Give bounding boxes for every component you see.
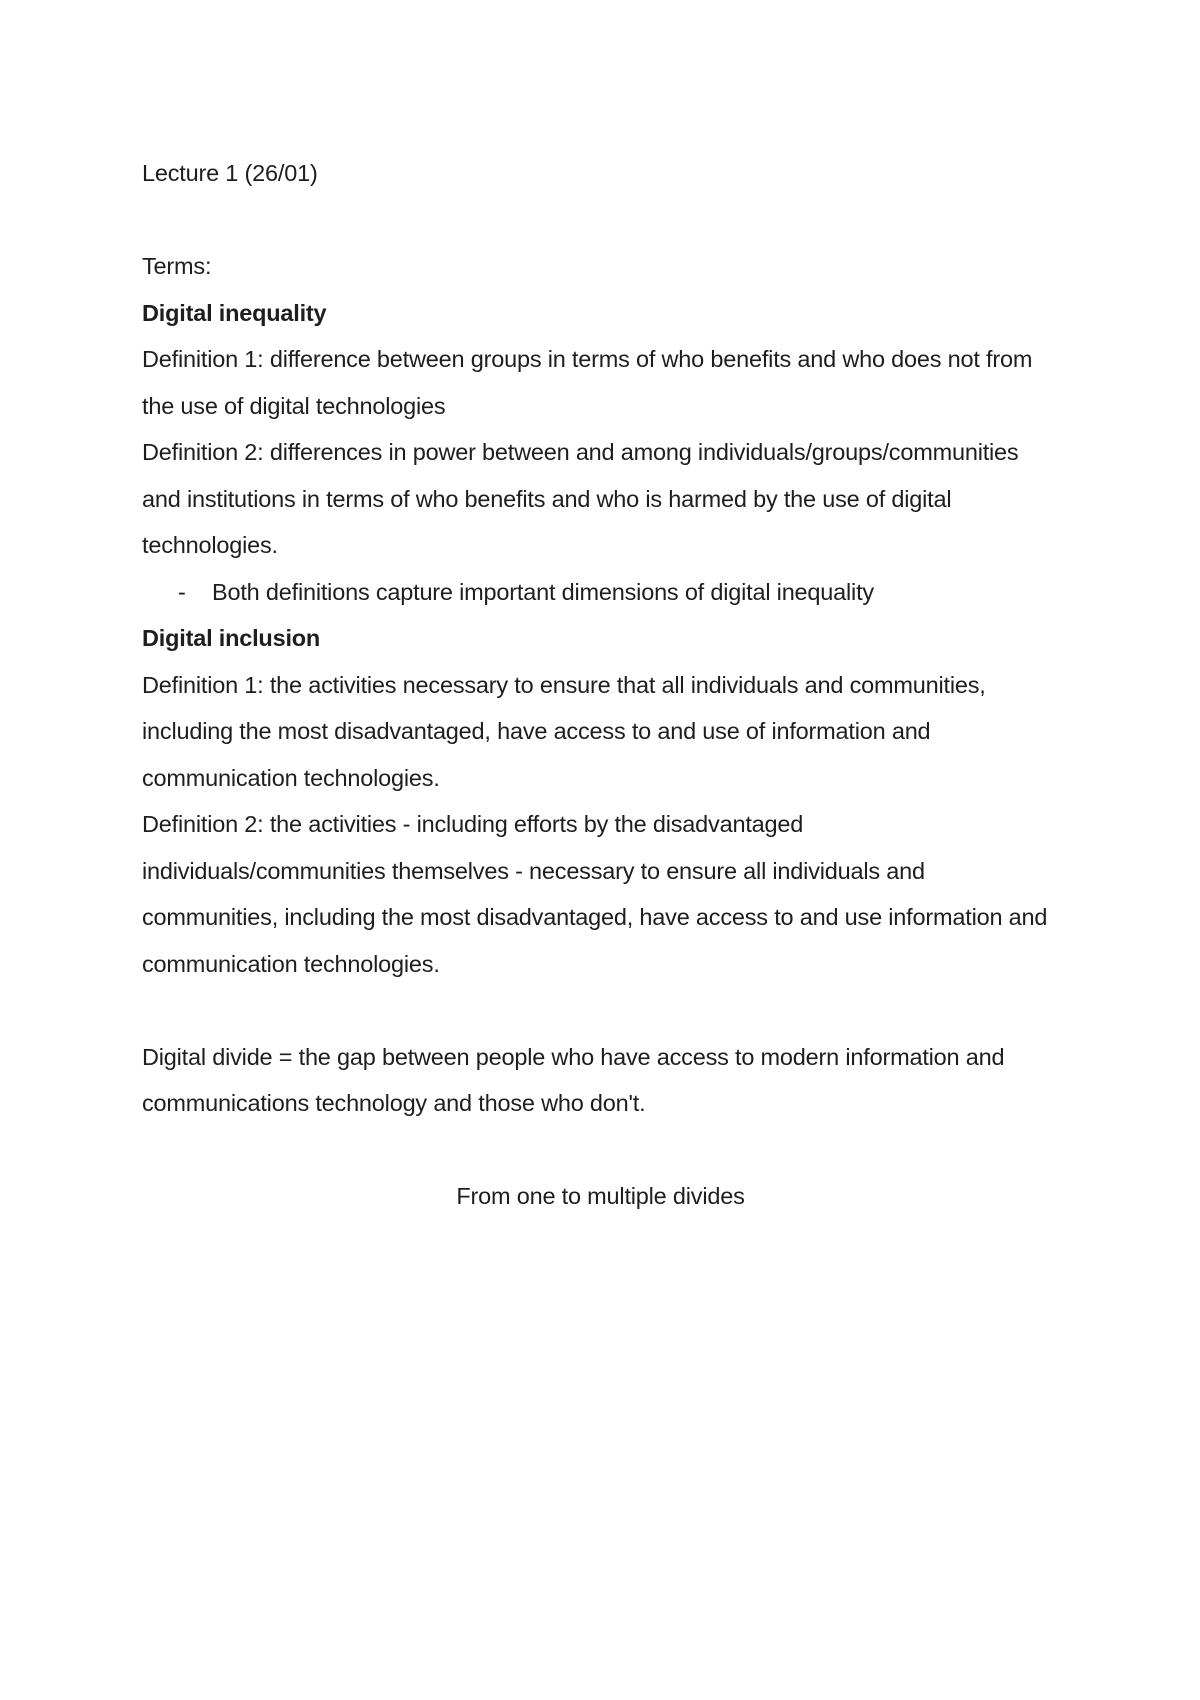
- definition-line: and institutions in terms of who benefits and who is harmed by the use of digital: [142, 485, 952, 512]
- digital-inequality-definition-1: [142, 336, 1082, 429]
- blank-line: [142, 197, 1082, 244]
- digital-inclusion-definition-1: [142, 662, 1082, 802]
- definition-line: the use of digital technologies: [142, 392, 446, 419]
- digital-divide-line: communications technology and those who don't.: [142, 1090, 646, 1116]
- centered-heading: From one to multiple divides: [456, 1183, 745, 1209]
- terms-label: Terms:: [142, 253, 212, 279]
- definition-line: technologies.: [142, 532, 278, 558]
- digital-inclusion-definition-2: [142, 801, 1082, 987]
- bullet-item: [142, 569, 1082, 616]
- blank-line: [142, 1127, 1082, 1174]
- definition-line: Definition 2: differences in power between and among individuals/groups/communities: [142, 439, 1019, 465]
- blank-line: [142, 987, 1082, 1034]
- definition-line: communities, including the most disadvantaged, have access to and use information and: [142, 904, 1048, 930]
- definition-line: Definition 1: difference between groups in terms of who benefits and who does not from: [142, 346, 1033, 372]
- definition-line: individuals/communities themselves - necessary to ensure all individuals and: [142, 857, 925, 884]
- definition-line: Definition 1: the activities necessary to ensure that all individuals and communities,: [142, 671, 986, 698]
- digital-divide-paragraph: [142, 1034, 1082, 1127]
- bullet-text: Both definitions capture important dimensions of digital inequality: [212, 578, 874, 605]
- definition-line: Definition 2: the activities - including efforts by the disadvantaged: [142, 811, 804, 837]
- definition-line: communication technologies.: [142, 950, 440, 977]
- digital-inequality-definition-2: [142, 429, 1082, 569]
- document-body: [142, 150, 1082, 1220]
- bullet-marker: -: [178, 578, 186, 605]
- definition-line: including the most disadvantaged, have access to and use of information and: [142, 718, 931, 744]
- digital-divide-line: Digital divide = the gap between people who have access to modern information and: [142, 1043, 1005, 1070]
- definition-line: communication technologies.: [142, 764, 440, 791]
- heading-digital-inclusion: Digital inclusion: [142, 625, 321, 651]
- lecture-title: Lecture 1 (26/01): [142, 160, 318, 186]
- heading-digital-inequality: Digital inequality: [142, 299, 327, 326]
